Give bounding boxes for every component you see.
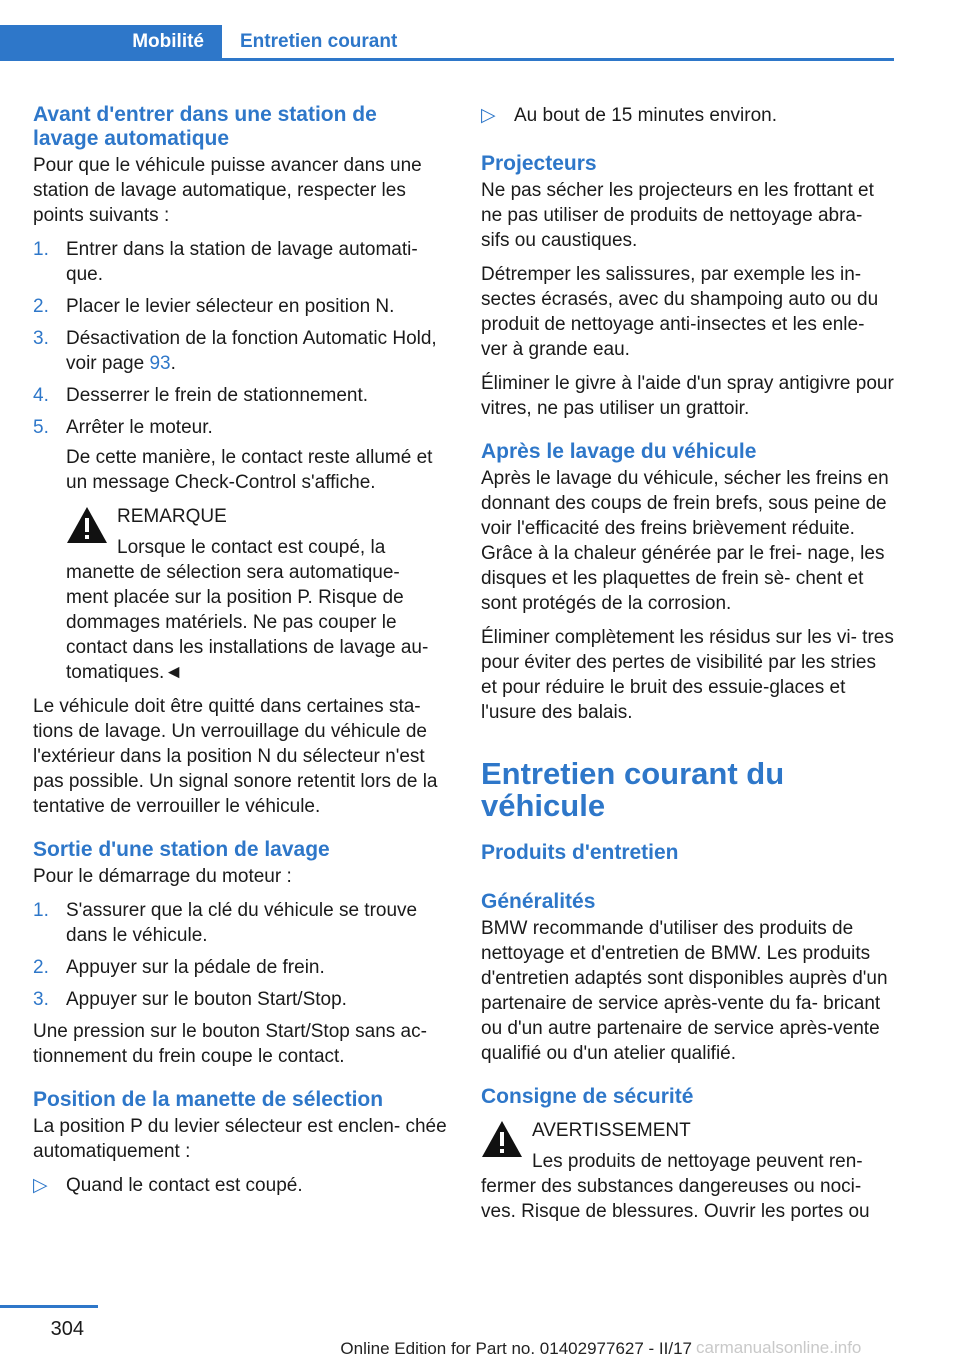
paragraph-headlights-1: Ne pas sécher les projecteurs en les frottant et ne pas utiliser de produits de nettoyage abra‐ sifs ou caustiques. xyxy=(481,180,874,251)
list-item: ▷ Au bout de 15 minutes environ. xyxy=(481,105,778,126)
warning-triangle-icon xyxy=(481,1120,523,1158)
paragraph-headlights-3: Éliminer le givre à l'aide d'un spray antigivre pour vitres, ne pas utiliser un grattoir. xyxy=(481,373,894,419)
section-tab-mobilite: Mobilité xyxy=(0,25,222,58)
chapter-title: Entretien courant du véhicule xyxy=(481,756,785,823)
paragraph-after-wash-2: Éliminer complètement les résidus sur les vi‐ tres pour éviter des pertes de visibilité par les stries et pour réduire le bruit des essuie-glaces et l'usure des balais. xyxy=(481,627,894,723)
paragraph-vehicle-exit: Le véhicule doit être quitté dans certaines sta‐ tions de lavage. Un verrouillage du véhicule de l'extérieur dans la position N du sélecteur n'est pas possible. Un signal sonore retentit lors de la tentative de verrouiller le véhicule. xyxy=(33,696,438,817)
paragraph-car-wash-intro: Pour que le véhicule puisse avancer dans une station de lavage automatique, respecter les points suivants : xyxy=(33,155,422,226)
car-wash-steps xyxy=(33,237,447,440)
heading-safety-note: Consigne de sécurité xyxy=(481,1085,694,1108)
section-tab-entretien: Entretien courant xyxy=(240,31,398,52)
selector-conditions xyxy=(33,1173,447,1198)
header-rule xyxy=(0,58,894,61)
heading-headlights: Projecteurs xyxy=(481,152,597,175)
page-header xyxy=(0,25,894,61)
heading-care-products: Produits d'entretien xyxy=(481,841,679,864)
paragraph-selector-intro: La position P du levier sélecteur est enclen‐ chée automatiquement : xyxy=(33,1116,447,1162)
warning-title: AVERTISSEMENT xyxy=(532,1120,691,1141)
bullet-triangle-icon: ▷ xyxy=(33,1175,48,1196)
paragraph-headlights-2: Détremper les salissures, par exemple les in‐ sectes écrasés, avec du shampoing auto ou du produit de nettoyage anti-insectes et les enle‐ ver à grande eau. xyxy=(481,264,879,360)
list-item: 1. Entrer dans la station de lavage automati‐ que. xyxy=(33,239,418,285)
list-item: 1. S'assurer que la clé du véhicule se trouve dans le véhicule. xyxy=(33,900,418,946)
list-item: 3. Appuyer sur le bouton Start/Stop. xyxy=(33,989,347,1010)
notice-box xyxy=(33,504,447,685)
list-item: 2. Appuyer sur la pédale de frein. xyxy=(33,957,325,978)
page-link-93[interactable]: 93 xyxy=(149,353,171,374)
edition-footer: Online Edition for Part no. 01402977627 - II/17 xyxy=(340,1339,692,1358)
notice-text: manette de sélection sera automatique‐ ment placée sur la position P. Risque de dommages matériels. Ne pas couper le contact dans les installations de lavage au‐ tomatiques.◄ xyxy=(66,562,429,683)
list-item: ▷ Quand le contact est coupé. xyxy=(33,1175,303,1196)
notice-first-line: Lorsque le contact est coupé, la xyxy=(117,537,386,558)
bullet-triangle-icon: ▷ xyxy=(481,105,496,126)
paragraph-engine-off-note: De cette manière, le contact reste allumé et un message Check-Control s'affiche. xyxy=(66,447,433,493)
page-number-block xyxy=(0,1305,98,1341)
heading-general: Généralités xyxy=(481,890,596,913)
page-number-rule xyxy=(0,1305,98,1308)
heading-selector-position: Position de la manette de sélection xyxy=(33,1088,384,1111)
paragraph-start-stop: Une pression sur le bouton Start/Stop sans ac‐ tionnement du frein coupe le contact. xyxy=(33,1021,427,1067)
left-column xyxy=(33,103,447,1198)
right-column xyxy=(481,103,895,1224)
warning-first-line: Les produits de nettoyage peuvent ren‐ xyxy=(532,1151,863,1172)
warning-triangle-icon xyxy=(66,506,108,544)
paragraph-engine-start-intro: Pour le démarrage du moteur : xyxy=(33,866,292,887)
list-item: 4. Desserrer le frein de stationnement. xyxy=(33,385,369,406)
warning-text: fermer des substances dangereuses ou noci‐ ves. Risque de blessures. Ouvrir les portes ou xyxy=(481,1176,870,1222)
watermark: carmanualsonline.info xyxy=(696,1338,862,1357)
list-item: 5. Arrêter le moteur. xyxy=(33,417,213,438)
engine-start-steps xyxy=(33,898,447,1012)
paragraph-general: BMW recommande d'utiliser des produits de nettoyage et d'entretien de BMW. Les produits d'entretien adaptés sont disponibles auprès d'un partenaire de service après-vente du fa‐ bricant ou d'un autre partenaire de service après-vente qualifié ou d'un atelier qualifié. xyxy=(481,918,888,1064)
heading-car-wash-entry: Avant d'entrer dans une station de lavage automatique xyxy=(33,103,377,150)
paragraph-after-wash-1: Après le lavage du véhicule, sécher les freins en donnant des coups de frein brefs, sous peine de voir l'efficacité des freins brièvement réduite. Grâce à la chaleur générée par le frei‐ nage, les disques et les plaquettes de frein sè‐ chent et sont protégés de la corrosion. xyxy=(481,468,889,614)
list-item: 2. Placer le levier sélecteur en position N. xyxy=(33,296,395,317)
notice-title: REMARQUE xyxy=(117,506,227,527)
heading-after-wash: Après le lavage du véhicule xyxy=(481,440,757,463)
selector-conditions-cont xyxy=(481,103,895,128)
list-item: 3. Désactivation de la fonction Automatic Hold, voir page 93. xyxy=(33,328,437,374)
heading-car-wash-exit: Sortie d'une station de lavage xyxy=(33,838,330,861)
page-number: 304 xyxy=(50,1318,84,1340)
warning-box xyxy=(481,1118,895,1224)
